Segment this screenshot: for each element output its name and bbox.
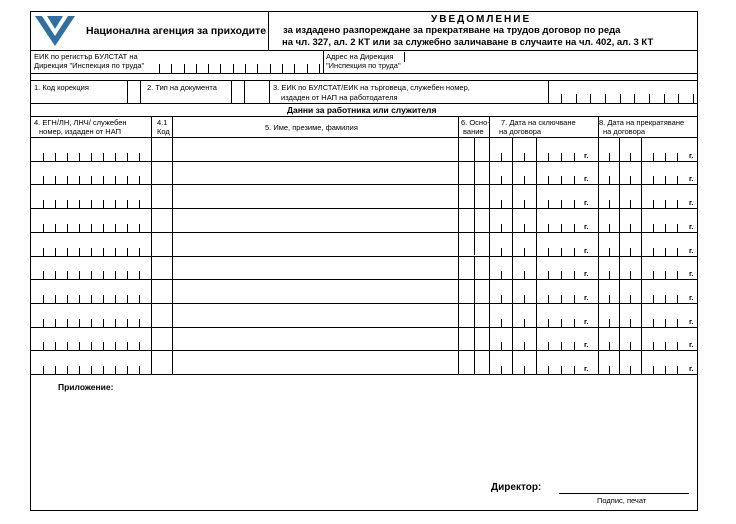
digit-cell[interactable] <box>171 64 183 73</box>
col-end-date-header-line1: 8. Дата на прекратяване <box>599 118 685 127</box>
col-basis-header-line2: вание <box>463 127 484 136</box>
form-page <box>30 11 698 511</box>
table-row[interactable] <box>31 327 697 351</box>
digit-cell[interactable] <box>220 64 232 73</box>
eik-label-line1: ЕИК по регистър БУЛСТАТ на <box>34 52 138 61</box>
document-type-label: 2. Тип на документа <box>147 83 217 92</box>
year-suffix: г. <box>584 221 589 231</box>
digit-cell[interactable] <box>282 64 294 73</box>
col-start-date-header-line2: на договора <box>499 127 542 136</box>
year-suffix: г. <box>689 364 694 373</box>
col-id-header-line1: 4. ЕГН/ЛН, ЛНЧ/ служебен <box>34 118 127 127</box>
row-divider <box>31 374 697 375</box>
col-code-header-line1: 4.1 <box>157 118 168 127</box>
year-suffix: г. <box>584 340 589 350</box>
digit-cell[interactable] <box>649 94 664 103</box>
year-suffix: г. <box>689 269 694 279</box>
digit-cell[interactable] <box>634 94 649 103</box>
digit-cell[interactable] <box>590 94 605 103</box>
document-subtitle-line1: за издадено разпореждане за прекратяване на трудов договор по реда <box>283 25 621 36</box>
employer-id-label-line2: издаден от НАП на работодателя <box>281 93 398 102</box>
document-title: УВЕДОМЛЕНИЕ <box>431 14 532 25</box>
col-name-header: 5. Име, презиме, фамилия <box>265 123 358 132</box>
year-suffix: г. <box>689 174 694 184</box>
year-suffix: г. <box>689 245 694 255</box>
signature-caption: Подпис, печат <box>597 496 647 505</box>
digit-cell[interactable] <box>678 94 693 103</box>
table-row[interactable] <box>31 256 697 280</box>
table-row[interactable] <box>31 161 697 185</box>
table-row[interactable] <box>31 350 697 374</box>
eik-digit-cells[interactable] <box>159 64 320 73</box>
table-row[interactable] <box>31 184 697 208</box>
digit-cell[interactable] <box>257 64 269 73</box>
digit-cell[interactable] <box>233 64 245 73</box>
year-suffix: г. <box>584 198 589 208</box>
address-field[interactable] <box>404 52 405 62</box>
col-end-date-header-line2: на договора <box>603 127 646 136</box>
digit-cell[interactable] <box>208 64 220 73</box>
year-suffix: г. <box>584 292 589 302</box>
year-suffix: г. <box>584 174 589 184</box>
digit-cell[interactable] <box>664 94 679 103</box>
digit-cell[interactable] <box>294 64 306 73</box>
digit-cell[interactable] <box>184 64 196 73</box>
table-row[interactable] <box>31 303 697 327</box>
digit-cell[interactable] <box>159 64 171 73</box>
digit-cell[interactable] <box>307 64 319 73</box>
table-row[interactable] <box>31 208 697 232</box>
year-suffix: г. <box>689 316 694 326</box>
address-label-line1: Адрес на Дирекция <box>326 52 394 61</box>
address-label-line2: "Инспекция по труда" <box>326 61 401 70</box>
employer-id-digit-cells[interactable] <box>561 94 694 103</box>
year-suffix: г. <box>584 245 589 255</box>
year-suffix: г. <box>689 340 694 350</box>
col-code-header-line2: Код <box>157 127 170 136</box>
correction-code-cell[interactable] <box>140 80 141 103</box>
col-id-header-line2: номер, издаден от НАП <box>39 127 122 136</box>
table-row[interactable] <box>31 232 697 256</box>
col-basis-header-line1: 6. Осно- <box>461 118 490 127</box>
section-title: Данни за работника или служителя <box>287 105 437 115</box>
digit-cell[interactable] <box>561 94 576 103</box>
digit-cell[interactable] <box>270 64 282 73</box>
digit-cell[interactable] <box>245 64 257 73</box>
year-suffix: г. <box>689 292 694 302</box>
year-suffix: г. <box>584 269 589 279</box>
signature-line[interactable] <box>559 493 689 494</box>
col-start-date-header-line1: 7. Дата на сключване <box>501 118 576 127</box>
attachment-label: Приложение: <box>58 382 114 392</box>
digit-cell[interactable] <box>620 94 635 103</box>
digit-cell[interactable] <box>605 94 620 103</box>
year-suffix: г. <box>584 150 589 160</box>
document-type-cell[interactable] <box>244 80 245 103</box>
employer-id-label-line1: 3. ЕИК по БУЛСТАТ/ЕИК на търговеца, служебен номер, <box>273 83 470 92</box>
digit-cell[interactable] <box>196 64 208 73</box>
year-suffix: г. <box>584 316 589 326</box>
director-label: Директор: <box>491 482 542 493</box>
eik-label-line2: Дирекция "Инспекция по труда" <box>34 61 145 70</box>
digit-cell[interactable] <box>576 94 591 103</box>
year-suffix: г. <box>584 364 589 373</box>
year-suffix: г. <box>689 198 694 208</box>
document-subtitle-line2: на чл. 327, ал. 2 КТ или за служебно заличаване в случаите на чл. 402, ал. 3 КТ <box>282 37 654 48</box>
table-row[interactable] <box>31 279 697 303</box>
correction-code-label: 1. Код корекция <box>34 83 89 92</box>
year-suffix: г. <box>689 150 694 160</box>
employee-table <box>31 116 697 374</box>
year-suffix: г. <box>689 221 694 231</box>
agency-name: Национална агенция за приходите <box>86 25 267 37</box>
table-row[interactable] <box>31 137 697 161</box>
